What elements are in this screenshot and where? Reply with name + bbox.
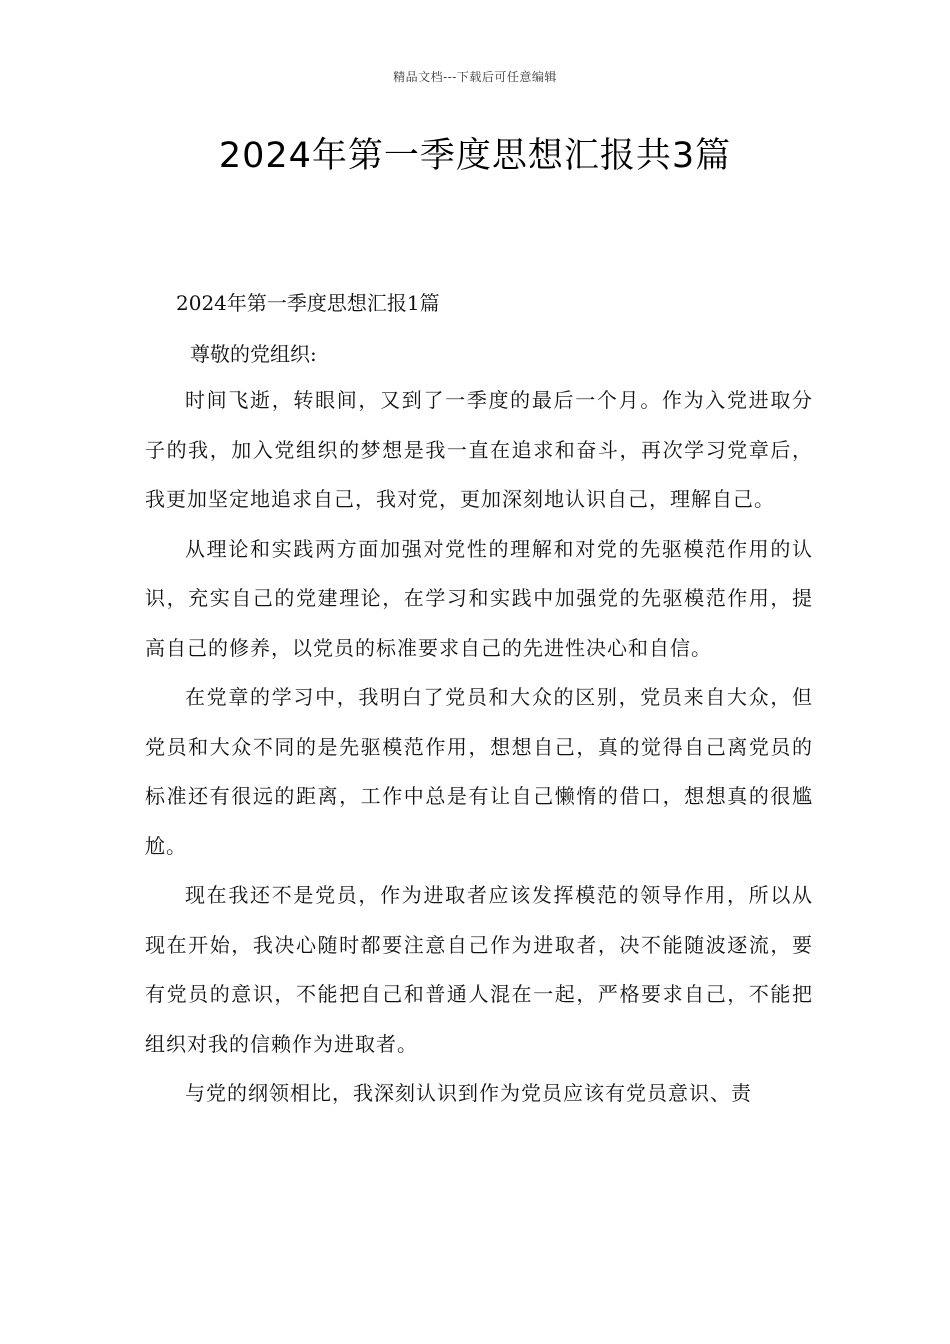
paragraph: 现在我还不是党员，作为进取者应该发挥模范的领导作用，所以从现在开始，我决心随时都要注意自己作为进取者，决不能随波逐流，要有党员的意识，不能把自己和普通人混在一起，严格要求自己，不能把组织对我的信赖作为进取者。 bbox=[145, 883, 813, 1056]
section-subtitle: 2024年第一季度思想汇报1篇 bbox=[176, 291, 440, 315]
salutation: 尊敬的党组织: bbox=[190, 342, 317, 366]
document-body bbox=[145, 376, 813, 1119]
document-title: 2024年第一季度思想汇报共3篇 bbox=[218, 136, 732, 176]
paragraph: 时间飞逝，转眼间，又到了一季度的最后一个月。作为入党进取分子的我，加入党组织的梦想是我一直在追求和奋斗，再次学习党章后，我更加坚定地追求自己，我对党，更加深刻地认识自己，理解自己。 bbox=[145, 388, 813, 511]
document-header-note: 精品文档---下载后可任意编辑 bbox=[393, 70, 557, 84]
paragraph: 在党章的学习中，我明白了党员和大众的区别，党员来自大众，但党员和大众不同的是先驱模范作用，想想自己，真的觉得自己离党员的标准还有很远的距离，工作中总是有让自己懒惰的借口，想想真的很尴尬。 bbox=[145, 685, 813, 858]
paragraph: 与党的纲领相比，我深刻认识到作为党员应该有党员意识、责 bbox=[185, 1081, 752, 1105]
paragraph: 从理论和实践两方面加强对党性的理解和对党的先驱模范作用的认识，充实自己的党建理论，在学习和实践中加强党的先驱模范作用，提高自己的修养，以党员的标准要求自己的先进性决心和自信。 bbox=[145, 536, 813, 660]
